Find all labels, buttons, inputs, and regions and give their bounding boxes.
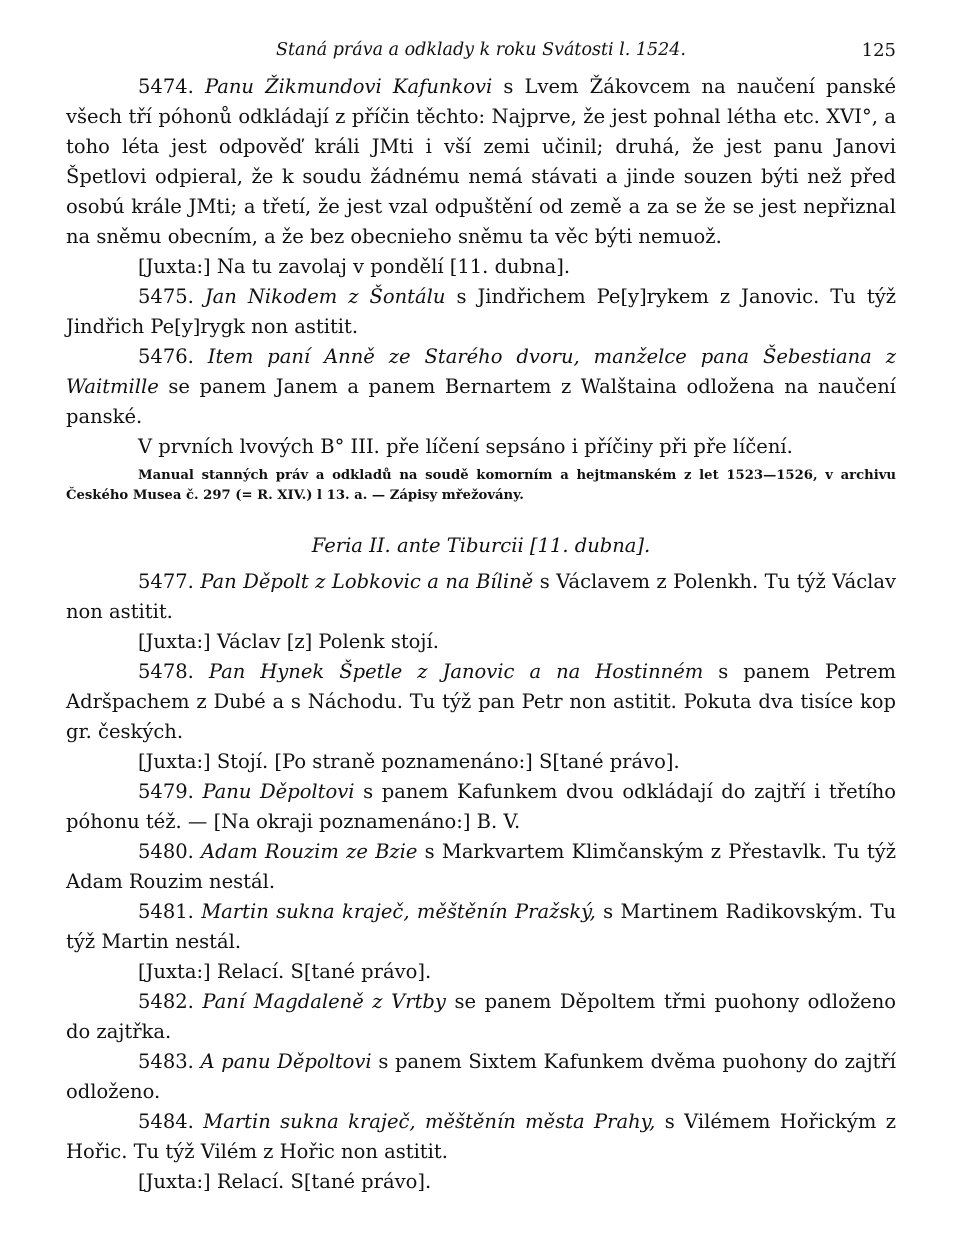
record-entry — [66, 897, 896, 957]
record-entry — [66, 837, 896, 897]
entry-number: 5481. — [138, 900, 194, 923]
entry-party-name: Panu Žikmundovi Kafunkovi — [204, 75, 493, 98]
juxta-line: [Juxta:] Relací. S[tané právo]. — [138, 1170, 432, 1193]
juxta-line: [Juxta:] Stojí. [Po straně poznamenáno:] S[tané právo]. — [138, 750, 680, 773]
record-entry — [66, 987, 896, 1047]
entry-text: se panem Děpoltem třmi puohony odloženo do zajtřka. — [66, 990, 896, 1043]
entry-number: 5479. — [138, 780, 194, 803]
record-entry — [66, 567, 896, 627]
record-entry — [66, 1107, 896, 1167]
section-heading: Feria II. ante Tiburcii [11. dubna]. — [311, 534, 651, 557]
entry-text: se panem Janem a panem Bernartem z Walštaina odložena na naučení panské. — [66, 375, 896, 428]
running-title: Staná práva a odklady k roku Svátosti l. 1524. — [275, 40, 686, 60]
page-number: 125 — [861, 40, 896, 61]
entry-party-name: Pan Děpolt z Lobkovic a na Bílině — [200, 570, 534, 593]
entry-party-name: A panu Děpoltovi — [200, 1050, 372, 1073]
entry-text: s Vilémem Hořickým z Hořic. Tu týž Vilém z Hořic non astitit. — [66, 1110, 896, 1163]
record-entry — [66, 342, 896, 432]
entries-block-b — [66, 567, 896, 1197]
entry-text: s panem Petrem Adršpachem z Dubé a s Náchodu. Tu týž pan Petr non astitit. Pokuta dva tisíce kop gr. českých. — [66, 660, 896, 743]
entry-number: 5484. — [138, 1110, 194, 1133]
record-entry — [66, 1047, 896, 1107]
record-entry — [66, 282, 896, 342]
entry-number: 5482. — [138, 990, 194, 1013]
entry-party-name: Adam Rouzim ze Bzie — [201, 840, 418, 863]
entry-party-name: Item paní Anně ze Starého dvoru, manželce pana Šebestiana z Waitmille — [66, 345, 896, 398]
entry-text: s Martinem Radikovským. Tu týž Martin nestál. — [66, 900, 896, 953]
entry-party-name: Pan Hynek Špetle z Janovic a na Hostinném — [208, 660, 704, 683]
entry-number: 5480. — [138, 840, 194, 863]
entry-number: 5474. — [138, 75, 194, 98]
entry-number: 5477. — [138, 570, 194, 593]
source-note: Manual stanných práv a odkladů na soudě komorním a hejtmanském z let 1523—1526, v archivu Českého Musea č. 297 (= R. XIV.) l 13. a. — Zápisy mřežovány. — [66, 468, 896, 503]
entry-text: s panem Sixtem Kafunkem dvěma puohony do zajtří odloženo. — [66, 1050, 896, 1103]
juxta-line: V prvních lvových B° III. pře líčení sepsáno i příčiny při pře líčení. — [138, 435, 793, 458]
entry-number: 5476. — [138, 345, 194, 368]
record-entry — [66, 777, 896, 837]
record-entry — [66, 657, 896, 747]
entry-text: s Lvem Žákovcem na naučení panské všech tří póhonů odkládají z příčin těchto: Najprve, že jest pohnal létha etc. XVI°, a toho léta jest odpověď králi JMti i vší zemi učinil; druhá, že jest panu Janovi Špetlovi odpieral, že k soudu žádnému nemá stávati a jinde souzen býti než před osobú krále JMti; a třetí, že jest vzal odpuštění od země a za se že se jest nepřiznal na sněmu obecním, a že bez obecnieho sněmu ta věc býti nemuož. — [66, 75, 896, 248]
entry-party-name: Martin sukna kraječ, měštěnín Pražský, — [201, 900, 596, 923]
record-entry — [66, 72, 896, 252]
document-page — [66, 38, 896, 1197]
entry-number: 5478. — [138, 660, 194, 683]
juxta-line: [Juxta:] Na tu zavolaj v pondělí [11. dubna]. — [138, 255, 571, 278]
entry-text: s Markvartem Klimčanským z Přestavlk. Tu týž Adam Rouzim nestál. — [66, 840, 897, 893]
entry-number: 5483. — [138, 1050, 194, 1073]
entry-party-name: Paní Magdaleně z Vrtby — [202, 990, 446, 1013]
entry-text: s panem Kafunkem dvou odkládají do zajtří i třetího póhonu též. — [Na okraji poznamenáno:] B. V. — [66, 780, 896, 833]
entry-party-name: Martin sukna kraječ, měštěnín města Prahy, — [203, 1110, 656, 1133]
entry-text: s Václavem z Polenkh. Tu týž Václav non astitit. — [66, 570, 896, 623]
juxta-line: [Juxta:] Relací. S[tané právo]. — [138, 960, 432, 983]
entry-party-name: Jan Nikodem z Šontálu — [204, 285, 446, 308]
entries-block-a — [66, 72, 896, 462]
juxta-line: [Juxta:] Václav [z] Polenk stojí. — [138, 630, 439, 653]
page-header — [66, 38, 896, 72]
entry-party-name: Panu Děpoltovi — [202, 780, 355, 803]
entry-number: 5475. — [138, 285, 194, 308]
entry-text: s Jindřichem Pe[y]rykem z Janovic. Tu týž Jindřich Pe[y]rygk non astitit. — [66, 285, 897, 338]
